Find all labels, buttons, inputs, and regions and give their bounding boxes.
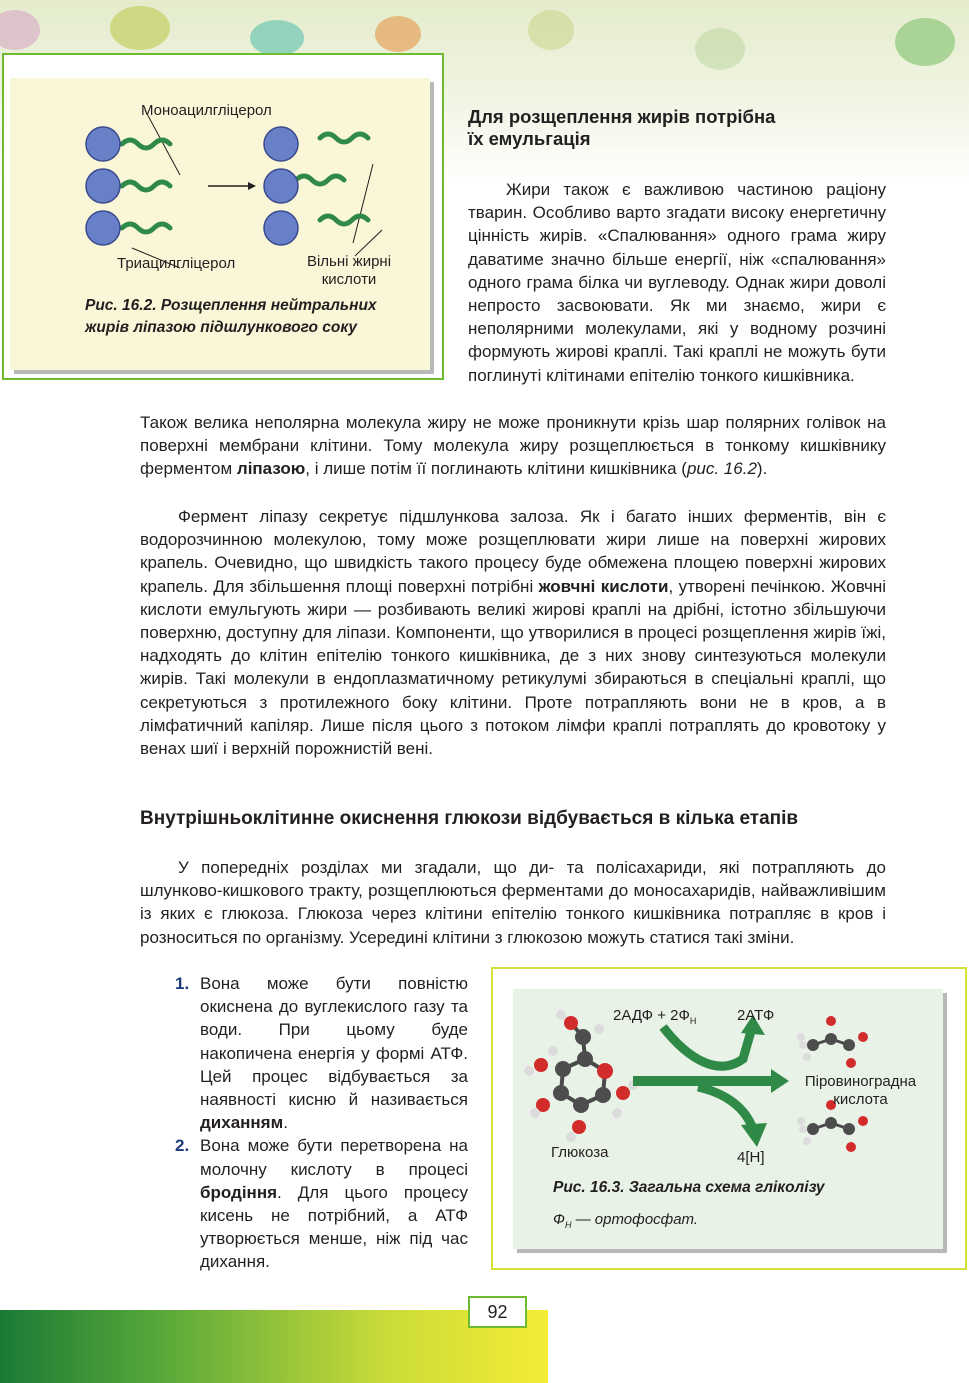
- heading-line: Для розщеплення жирів потрібна: [468, 106, 776, 127]
- fatty-acid-chain: [296, 176, 344, 184]
- atom-oxygen: [572, 1120, 586, 1134]
- fatty-acid-chain: [122, 182, 170, 190]
- text-run: .: [283, 1113, 288, 1133]
- term-bile-acids: жовчні кислоти: [538, 576, 669, 596]
- text-run: ).: [756, 459, 768, 479]
- atom-hydrogen: [797, 1033, 805, 1041]
- page-number: 92: [468, 1296, 527, 1328]
- note-symbol: Ф: [553, 1211, 565, 1228]
- atom-hydrogen: [556, 1010, 566, 1020]
- decorative-leaf: [895, 18, 955, 66]
- changes-list: [175, 972, 468, 1274]
- glycerol-heads: [86, 127, 298, 245]
- list-item: [175, 972, 468, 1134]
- atom-oxygen: [564, 1016, 578, 1030]
- term-respiration: диханням: [200, 1113, 284, 1133]
- atom-hydrogen: [803, 1137, 811, 1145]
- text-run: Вона може бути перетворена на молочну кислоту в процесі: [200, 1136, 468, 1179]
- atom-hydrogen: [612, 1108, 622, 1118]
- atom-carbon: [577, 1051, 593, 1067]
- label-line: Піровиноградна: [804, 1073, 917, 1090]
- atom-carbon: [825, 1117, 837, 1129]
- glycerol-head: [86, 169, 120, 203]
- main-arrow-head: [771, 1069, 789, 1093]
- atom-oxygen: [534, 1058, 548, 1072]
- atom-carbon: [843, 1123, 855, 1135]
- atom-hydrogen: [530, 1108, 540, 1118]
- atom-oxygen: [846, 1142, 856, 1152]
- atom-carbon: [573, 1097, 589, 1113]
- nadh-arrow: [698, 1087, 753, 1129]
- label-line: кислоти: [321, 271, 377, 288]
- atom-carbon: [595, 1087, 611, 1103]
- atom-hydrogen: [566, 1132, 576, 1142]
- glycolysis-diagram: [513, 989, 943, 1249]
- atom-oxygen: [858, 1032, 868, 1042]
- section-heading: Внутрішньоклітинне окиснення глюкози відбувається в кілька етапів: [140, 808, 799, 829]
- label-line: Вільні жирні: [306, 253, 392, 270]
- term-fermentation: бродіння: [200, 1182, 278, 1202]
- bottom-decorative-bar: [0, 1310, 548, 1383]
- atom-carbon: [843, 1039, 855, 1051]
- glycerol-head: [86, 211, 120, 245]
- text-run: . Для цього процесу кисень не потрібний, а АТФ утворюється менше, ніж під час дихання.: [200, 1182, 468, 1272]
- decorative-leaf: [250, 20, 304, 56]
- section-heading: [468, 106, 775, 150]
- atom-oxygen: [616, 1086, 630, 1100]
- fatty-acid-chain: [320, 216, 368, 224]
- figure-caption: [85, 295, 430, 339]
- atom-oxygen: [826, 1016, 836, 1026]
- label-pyruvate: [798, 1073, 923, 1109]
- caption-line: Рис. 16.2. Розщеплення нейтральних: [85, 297, 377, 314]
- decorative-leaf: [0, 10, 40, 50]
- paragraph: У попередніх розділах ми згадали, що ди- та полісахариди, які потрапляють до шлунково-кишкового тракту, розщеплюються ферментами до моносахаридів, найважливішим із яких є глюкоза. Глюкоза через клітини епітелію тонкого кишківника потрапляє в кров і розноситься по організму. Усередині клітини з глюкозою можуть статися такі зміни.: [140, 858, 886, 947]
- paragraph: Жири також є важливою частиною раціону тварин. Особливо варто згадати високу енергетичну цінність жирів. «Спалювання» одного грама жиру даватиме значно більше енергії, ніж «спалювання» одного грама білка чи вуглеводу. Однак жири доволі непросто засвоювати. Як ми знаємо, жири є неполярними молекулами, які у водному розчині формують жирові краплі. Такі краплі не можуть бути поглинуті клітинами епітелію тонкого кишківника.: [468, 180, 886, 385]
- atp-arrow: [663, 1027, 751, 1066]
- heading-line: їх емульгація: [468, 128, 591, 149]
- atom-hydrogen: [594, 1024, 604, 1034]
- arrow-head: [248, 182, 256, 190]
- text-run: , і лише потім її поглинають клітини кишківника (: [305, 459, 687, 479]
- atom-oxygen: [846, 1058, 856, 1068]
- atom-hydrogen: [548, 1046, 558, 1056]
- atom-carbon: [553, 1085, 569, 1101]
- atom-carbon: [555, 1061, 571, 1077]
- decorative-leaf: [695, 28, 745, 70]
- caption-line: жирів ліпазою підшлункового соку: [85, 319, 357, 336]
- label-atp: 2АТФ: [737, 1007, 775, 1024]
- text-run: , утворені печінкою. Жовчні кислоти емульгують жири — розбивають великі жирові краплі на дрібні, істотно збільшуючи поверхню, доступну для ліпази. Компоненти, що утворилися в процесі розщеплення жирів їжі, надходять до клітин епітелію тонкого кишківника, де з них знову синтезуються молекули жирів. Такі молекули в ендоплазматичному ретикулумі збираються в спеціальні краплі, що секретуються з протилежного боку клітини. Проте потрапляють вони не в кров, а в лімфатичний капіляр. Лише після цього з потоком лімфи краплі потраплять до кровотоку у венах шиї і верхній порожнистій вені.: [140, 576, 886, 759]
- decorative-leaf: [110, 6, 170, 50]
- label-line: кислота: [833, 1091, 888, 1108]
- atom-hydrogen: [799, 1125, 807, 1133]
- fatty-acid-chain: [320, 134, 368, 142]
- atom-hydrogen: [524, 1066, 534, 1076]
- decorative-leaf: [528, 10, 574, 50]
- figure-note: [553, 1211, 698, 1234]
- atom-carbon: [807, 1123, 819, 1135]
- fatty-acid-chain: [122, 224, 170, 232]
- note-subscript: Н: [564, 1220, 572, 1230]
- atom-hydrogen: [797, 1117, 805, 1125]
- figure-panel: [513, 989, 943, 1249]
- text-run: Також велика неполярна молекула жиру не може проникнути крізь шар полярних голівок на поверхні мембрани клітини. Тому молекула жиру розщеплюється в тонкому кишківнику ферментом: [140, 413, 886, 479]
- label-glucose: Глюкоза: [551, 1144, 609, 1161]
- atom-carbon: [575, 1029, 591, 1045]
- decorative-leaf: [375, 16, 421, 52]
- glycerol-head: [86, 127, 120, 161]
- label-monoacylglycerol: Моноацилгліцерол: [141, 102, 272, 119]
- atom-hydrogen: [799, 1041, 807, 1049]
- pyruvate-molecule: [797, 1016, 868, 1068]
- figure-caption: Рис. 16.3. Загальна схема гліколізу: [553, 1179, 825, 1196]
- list-number: 2.: [175, 1136, 190, 1156]
- list-number: 1.: [175, 974, 190, 993]
- label-nadh: 4[Н]: [737, 1149, 765, 1166]
- glycerol-head: [264, 127, 298, 161]
- term-lipase: ліпазою: [236, 459, 306, 479]
- label-free-fatty-acids: [297, 253, 401, 289]
- label-triacylglycerol: Триацилгліцерол: [117, 255, 236, 272]
- pointer-line: [353, 164, 373, 243]
- list-item: [175, 1134, 468, 1273]
- label-adp: [613, 1007, 696, 1030]
- paragraph-continuation: [140, 411, 886, 481]
- text-run: Фермент ліпазу секретує підшлункова залоза. Як і багато інших ферментів, він є водорозчинною молекулою, тому може розщеплювати жири лише на поверхні жирових крапель. Очевидно, що швидкість такого процесу буде обмежена площею поверхні жирових крапель. Для збільшення площі поверхні потрібні: [140, 507, 886, 596]
- figure-reference: рис. 16.2: [686, 459, 757, 479]
- text-run: Вона може бути повністю окиснена до вуглекислого газу та води. При цьому буде накопичена енергія у формі АТФ. Цей процес відбувається за наявності кисню й називається: [200, 974, 468, 1110]
- figure-glycolysis: [491, 967, 967, 1270]
- fatty-acid-chains: [122, 134, 368, 232]
- atom-carbon: [825, 1033, 837, 1045]
- label-subscript: Н: [689, 1016, 697, 1026]
- figure-lipase-digestion: [2, 53, 444, 380]
- paragraph: [140, 505, 886, 760]
- atom-oxygen: [597, 1063, 613, 1079]
- note-text: — ортофосфат.: [571, 1211, 699, 1228]
- atom-oxygen: [858, 1116, 868, 1126]
- atom-carbon: [807, 1039, 819, 1051]
- label-text: 2АДФ + 2Ф: [613, 1007, 690, 1024]
- nadh-arrow-head: [741, 1123, 767, 1147]
- glycerol-head: [264, 211, 298, 245]
- glycerol-head: [264, 169, 298, 203]
- atom-hydrogen: [803, 1053, 811, 1061]
